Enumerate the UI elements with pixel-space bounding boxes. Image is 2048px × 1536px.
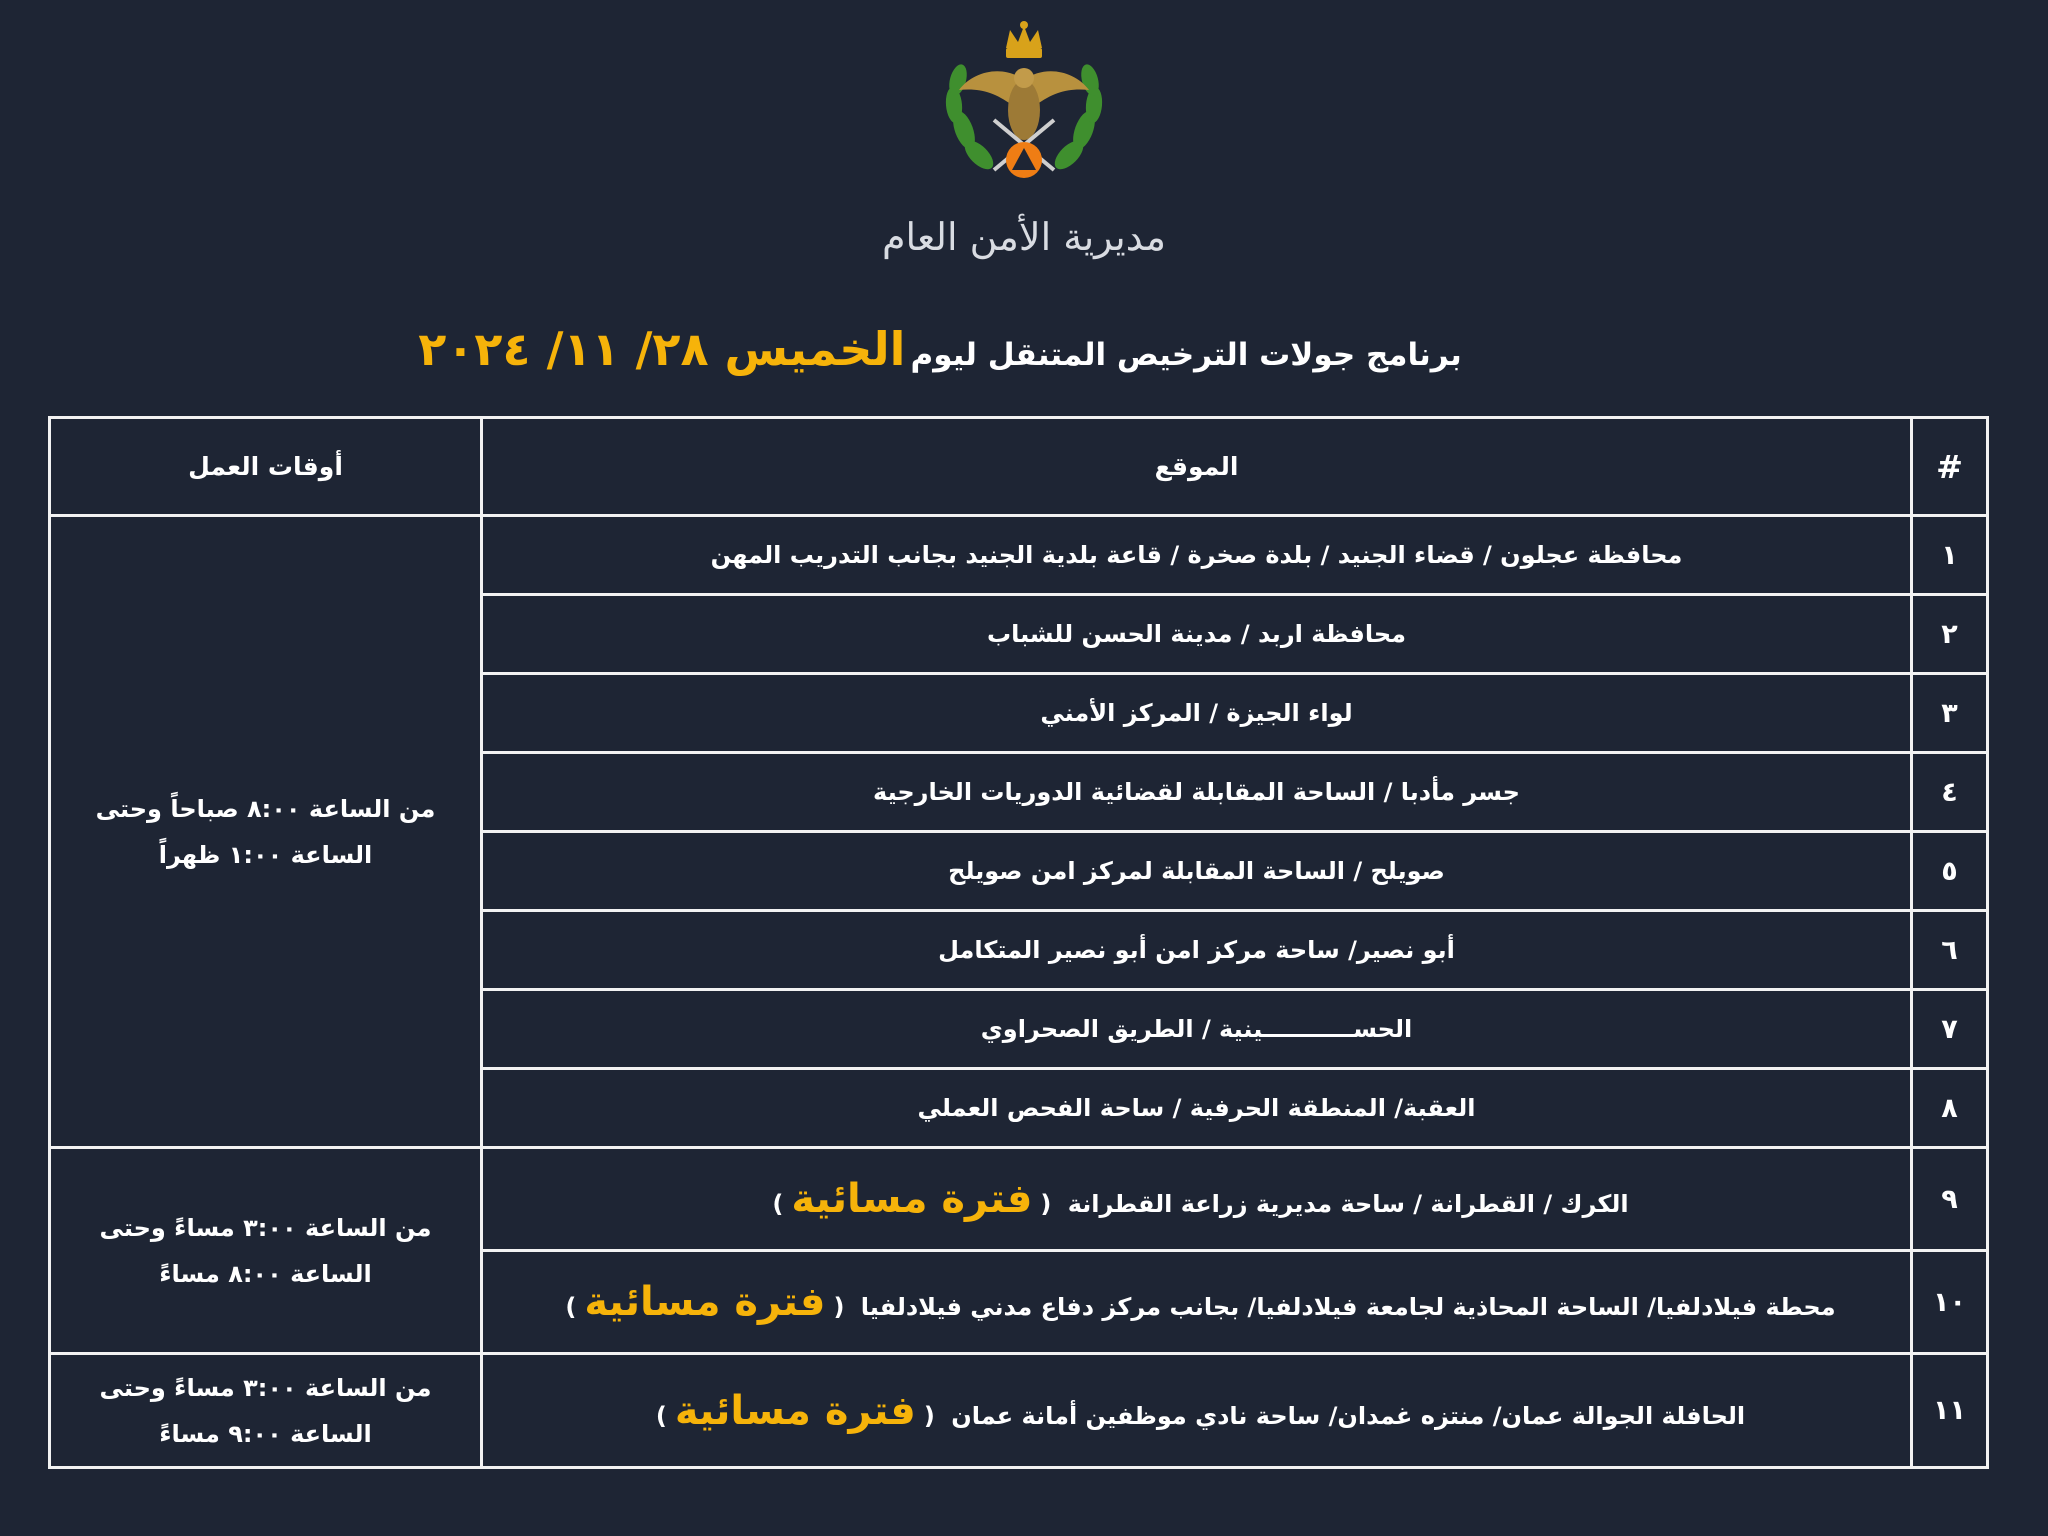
evening-period-label: فترة مسائية [791,1176,1033,1222]
hours-line-2: الساعة ٩:٠٠ مساءً [159,1419,372,1448]
row-location: محافظة اربد / مدينة الحسن للشباب [482,595,1912,674]
public-security-emblem [924,20,1124,200]
row-location: أبو نصير/ ساحة مركز امن أبو نصير المتكامل [482,911,1912,990]
hours-line-1: من الساعة ٨:٠٠ صباحاً وحتى [95,794,436,823]
row-location: الحســـــــــــينية / الطريق الصحراوي [482,990,1912,1069]
table-row [50,1148,1988,1251]
schedule-table [48,416,1989,1469]
row-location: الحافلة الجوالة عمان/ منتزه غمدان/ ساحة نادي موظفين أمانة عمان [951,1401,1746,1430]
row-location: محطة فيلادلفيا/ الساحة المحاذية لجامعة فيلادلفيا/ بجانب مركز دفاع مدني فيلادلفيا [860,1293,1836,1321]
row-location-cell: الحافلة الجوالة عمان/ منتزه غمدان/ ساحة نادي موظفين أمانة عمان (فترة مسائية) [482,1354,1912,1468]
working-hours-night [50,1354,482,1468]
row-number: ٦ [1912,911,1988,990]
row-number: ٢ [1912,595,1988,674]
header-hours: أوقات العمل [50,418,482,516]
evening-period-label: فترة مسائية [674,1387,916,1434]
row-location: الكرك / القطرانة / ساحة مديرية زراعة القطرانة [1067,1190,1629,1218]
title-prefix: برنامج جولات الترخيص المتنقل ليوم [910,337,1462,373]
row-number: ٧ [1912,990,1988,1069]
row-location: جسر مأدبا / الساحة المقابلة لقضائية الدوريات الخارجية [482,753,1912,832]
hours-line-2: الساعة ٨:٠٠ مساءً [159,1259,372,1288]
working-hours-evening [50,1148,482,1354]
row-number: ١١ [1912,1354,1988,1468]
table-row [50,516,1988,595]
working-hours-morning [50,516,482,1148]
row-number: ٨ [1912,1069,1988,1148]
organization-name: مديرية الأمن العام [881,215,1167,259]
row-number: ١٠ [1912,1251,1988,1354]
hours-line-1: من الساعة ٣:٠٠ مساءً وحتى [99,1373,432,1402]
header-location: الموقع [482,418,1912,516]
table-row [50,1354,1988,1468]
row-number: ٥ [1912,832,1988,911]
hours-line-2: الساعة ١:٠٠ ظهراً [158,840,373,869]
row-location-cell: الكرك / القطرانة / ساحة مديرية زراعة القطرانة (فترة مسائية) [482,1148,1912,1251]
row-location: العقبة/ المنطقة الحرفية / ساحة الفحص العملي [482,1069,1912,1148]
table-header-row [50,418,1988,516]
row-location: صويلح / الساحة المقابلة لمركز امن صويلح [482,832,1912,911]
hours-line-1: من الساعة ٣:٠٠ مساءً وحتى [99,1213,432,1242]
row-number: ٤ [1912,753,1988,832]
page-title [300,322,1580,376]
header-number: # [1912,418,1988,516]
row-location-cell: محطة فيلادلفيا/ الساحة المحاذية لجامعة فيلادلفيا/ بجانب مركز دفاع مدني فيلادلفيا (فترة مسائية) [482,1251,1912,1354]
row-number: ٩ [1912,1148,1988,1251]
row-number: ١ [1912,516,1988,595]
row-location: لواء الجيزة / المركز الأمني [482,674,1912,753]
row-number: ٣ [1912,674,1988,753]
row-location: محافظة عجلون / قضاء الجنيد / بلدة صخرة / قاعة بلدية الجنيد بجانب التدريب المهن [482,516,1912,595]
evening-period-label: فترة مسائية [584,1279,826,1325]
title-date: الخميس ٢٨/ ١١/ ٢٠٢٤ [418,322,906,376]
